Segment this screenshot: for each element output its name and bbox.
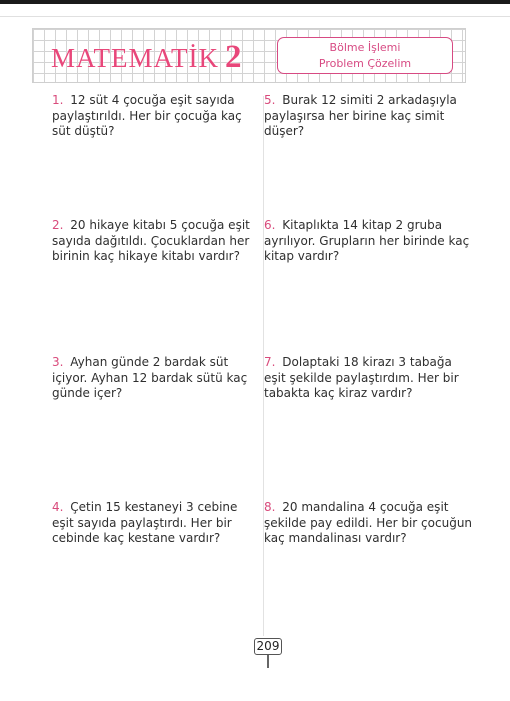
page-number-stem xyxy=(267,655,269,668)
page-title xyxy=(51,37,243,77)
question-number: 7. xyxy=(264,355,276,369)
question-number: 2. xyxy=(52,218,64,232)
worksheet-header xyxy=(32,28,466,83)
question-text: Kitaplıkta 14 kitap 2 gruba ayrılıyor. Grupların her birinde kaç kitap vardır? xyxy=(264,218,470,263)
question-number: 4. xyxy=(52,500,64,514)
subject-line-1: Bölme İşlemi xyxy=(329,41,401,54)
question-4 xyxy=(52,500,262,547)
question-text: Çetin 15 kestaneyi 3 cebine eşit sayıda paylaştırdı. Her bir cebinde kaç kestane vardır? xyxy=(52,500,238,545)
question-6 xyxy=(264,218,474,265)
page-number: 209 xyxy=(254,638,282,655)
question-text: Dolaptaki 18 kirazı 3 tabağa eşit şekilde paylaştırdım. Her bir tabakta kaç kiraz vardır? xyxy=(264,355,459,400)
subject-line-2: Problem Çözelim xyxy=(318,57,412,70)
question-text: Burak 12 simiti 2 arkadaşıyla paylaşırsa her birine kaç simit düşer? xyxy=(264,93,457,138)
question-number: 3. xyxy=(52,355,64,369)
question-text: 20 mandalina 4 çocuğa eşit şekilde pay edildi. Her bir çocuğun kaç mandalinası vardır? xyxy=(264,500,473,545)
top-edge-bar xyxy=(0,0,510,4)
question-5 xyxy=(264,93,474,140)
top-rule xyxy=(0,16,510,17)
question-text: 20 hikaye kitabı 5 çocuğa eşit sayıda dağıtıldı. Çocuklardan her birinin kaç hikaye kitabı vardır? xyxy=(52,218,250,263)
question-8 xyxy=(264,500,474,547)
title-number: 2 xyxy=(225,39,243,75)
question-1 xyxy=(52,93,262,140)
question-7 xyxy=(264,355,474,402)
question-text: 12 süt 4 çocuğa eşit sayıda paylaştırıldı. Her bir çocuğa kaç süt düştü? xyxy=(52,93,242,138)
question-number: 6. xyxy=(264,218,276,232)
question-3 xyxy=(52,355,262,402)
question-number: 5. xyxy=(264,93,276,107)
title-text: MATEMATİK xyxy=(51,43,219,73)
subject-box xyxy=(277,37,453,74)
question-number: 8. xyxy=(264,500,276,514)
question-2 xyxy=(52,218,262,265)
question-text: Ayhan günde 2 bardak süt içiyor. Ayhan 12 bardak sütü kaç günde içer? xyxy=(52,355,248,400)
question-number: 1. xyxy=(52,93,64,107)
